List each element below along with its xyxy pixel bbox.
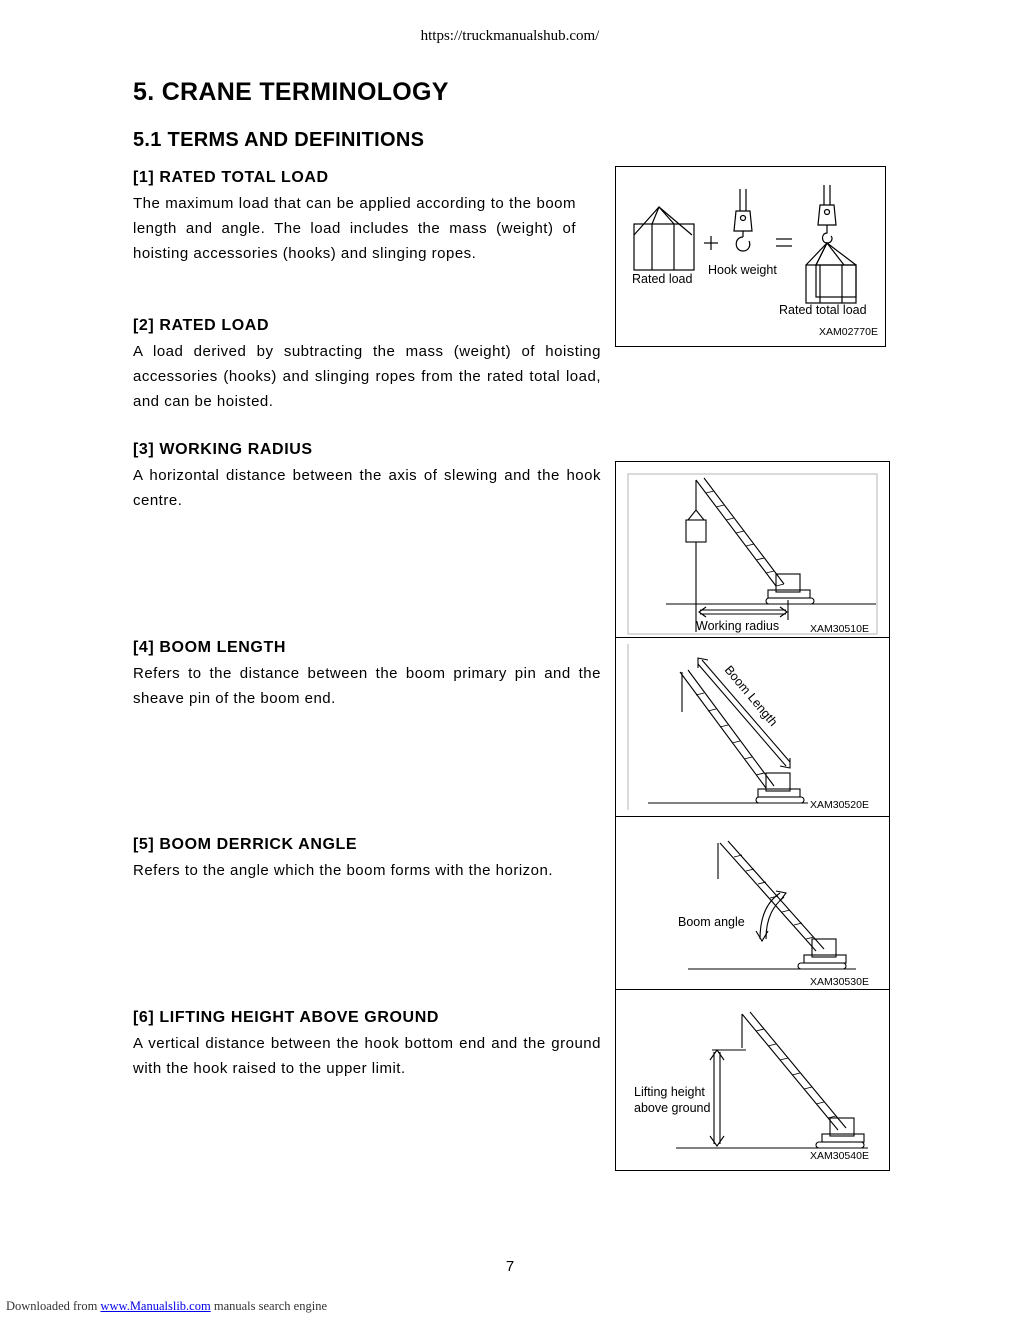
working-radius-label: Working radius <box>696 619 780 633</box>
term-title: [3] WORKING RADIUS <box>133 441 313 458</box>
term-title: [1] RATED TOTAL LOAD <box>133 169 329 186</box>
boom-angle-label: Boom angle <box>678 915 745 929</box>
term-lifting-height <box>133 1009 601 1081</box>
boom-length-label: Boom Length <box>721 662 781 729</box>
figure-code: XAM30530E <box>810 976 869 988</box>
working-radius-diagram <box>616 462 889 638</box>
term-boom-length <box>133 639 601 711</box>
section-heading: 5.1 TERMS AND DEFINITIONS <box>133 129 425 151</box>
term-title: [2] RATED LOAD <box>133 317 270 334</box>
footer-suffix: manuals search engine <box>210 1299 327 1313</box>
boom-angle-diagram <box>616 817 889 990</box>
rated-load-label: Rated load <box>632 272 693 286</box>
term-title: [5] BOOM DERRICK ANGLE <box>133 836 358 853</box>
term-definition: Refers to the angle which the boom forms with the horizon. <box>133 862 554 879</box>
term-boom-derrick-angle <box>133 836 603 883</box>
term-rated-total-load <box>133 169 576 266</box>
boom-length-diagram <box>616 638 889 817</box>
figure-working-radius <box>615 461 890 639</box>
figure-code: XAM30510E <box>810 623 869 635</box>
page-number: 7 <box>505 1258 515 1275</box>
term-title: [4] BOOM LENGTH <box>133 639 286 656</box>
term-definition: A horizontal distance between the axis of slewing and the hook centre. <box>133 467 601 509</box>
figure-code: XAM30520E <box>810 799 869 811</box>
hook-weight-label: Hook weight <box>708 263 777 277</box>
lifting-height-label-line2: above ground <box>634 1101 711 1115</box>
page-title: 5. CRANE TERMINOLOGY <box>133 78 449 106</box>
download-footer <box>6 1299 327 1314</box>
figure-rated-total-load <box>615 166 886 347</box>
rated-total-load-label: Rated total load <box>779 303 867 317</box>
figure-lifting-height <box>615 989 890 1171</box>
figure-code: XAM30540E <box>810 1150 869 1162</box>
term-definition: Refers to the distance between the boom primary pin and the sheave pin of the boom end. <box>133 665 601 707</box>
rated-load-diagram <box>616 167 885 346</box>
term-working-radius <box>133 441 601 513</box>
term-rated-load <box>133 317 601 414</box>
figure-boom-length <box>615 637 890 818</box>
term-definition: A load derived by subtracting the mass (weight) of hoisting accessories (hooks) and slinging ropes from the rated total load, and can be hoisted. <box>133 343 601 410</box>
lifting-height-label-line1: Lifting height <box>634 1085 705 1099</box>
manualslib-link[interactable]: www.Manualslib.com <box>100 1299 211 1313</box>
term-title: [6] LIFTING HEIGHT ABOVE GROUND <box>133 1009 440 1026</box>
term-definition: A vertical distance between the hook bottom end and the ground with the hook raised to the upper limit. <box>133 1035 601 1077</box>
source-url: https://truckmanualshub.com/ <box>420 28 600 44</box>
footer-prefix: Downloaded from <box>6 1299 101 1313</box>
figure-boom-angle <box>615 816 890 991</box>
term-definition: The maximum load that can be applied according to the boom length and angle. The load includes the mass (weight) of hoisting accessories (hooks) and slinging ropes. <box>133 195 576 262</box>
figure-code: XAM02770E <box>819 326 878 338</box>
lifting-height-diagram <box>616 990 889 1170</box>
